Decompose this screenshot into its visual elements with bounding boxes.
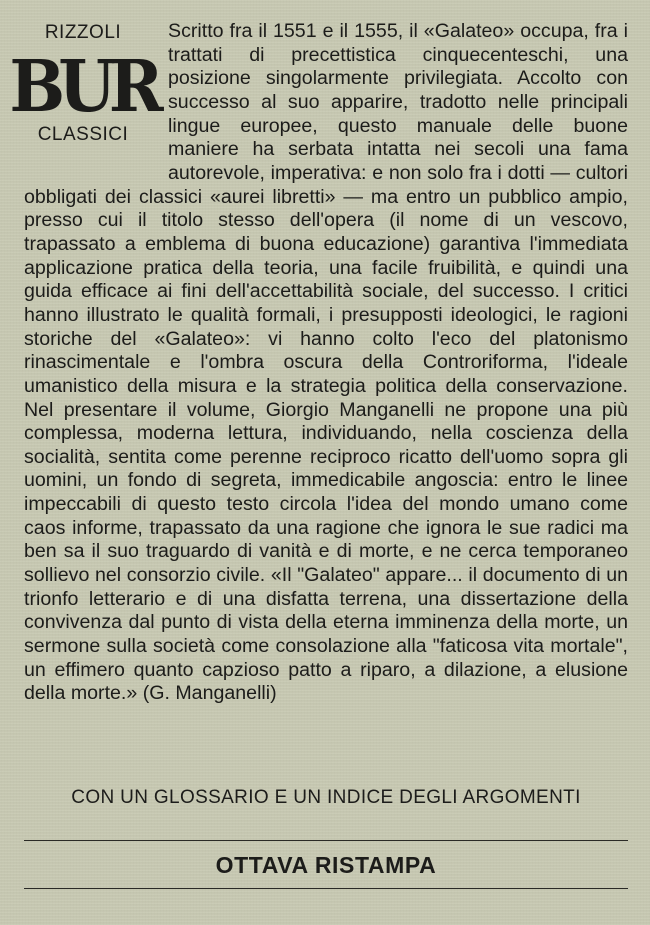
logo-spacer [24, 20, 168, 162]
bur-logo-text: BUR [9, 45, 157, 129]
divider-bottom [24, 888, 628, 889]
blurb [24, 20, 628, 706]
series-name: CLASSICI [37, 124, 129, 145]
blurb-paragraph: Scritto fra il 1551 e il 1555, il «Galateo» occupa, fra i trattati di precettistica cinquecenteschi, una posizione singolarmente privilegiata. Accolto con successo al suo apparire, tradotto nelle principali lingue europee, questo manuale delle buone maniere ha serbata intatta nei secoli una fama autorevole, imperativa: e non solo fra i dotti — cultori obbligati dei classici «aurei libretti» — ma entro un pubblico ampio, presso cui il titolo stesso dell'opera (il nome di un vescovo, trapassato a emblema di buona educazione) garantiva l'immediata applicazione pratica della teoria, una facile fruibilità, e quindi una guida efficace ai fini dell'accettabilità sociale, del successo. I critici hanno illustrato le qualità formali, i presupposti ideologici, le ragioni storiche del «Galateo»: vi hanno colto l'eco del platonismo rinascimentale e l'ombra oscura della Controriforma, l'ideale umanistico della misura e la strategia politica della conservazione. Nel presentare il volume, Giorgio Manganelli ne propone una più complessa, moderna lettura, individuando, nella coscienza della socialità, sentita come perenne reciproco ricatto dell'uomo sopra gli uomini, un fondo di segreta, immedicabile angoscia: entro le linee impeccabili di questo testo circola l'idea del mondo umano come caos informe, trapassato da una ragione che ignora le sue radici ma ben sa il suo traguardo di vanità e di morte, e ne cerca temporaneo sollievo nel consorzio civile. «Il "Galateo" appare... il documento di un trionfo letterario e di una disfatta terrena, una dissertazione della convivenza dal punto di vista della eterna imminenza della morte, un sermone sulla società come consolazione alla "faticosa vita mortale", un effimero quanto capzioso patto a riparo, a dilazione, a elusione della morte.» (G. Manganelli) [24, 20, 628, 705]
edition-note: OTTAVA RISTAMPA [215, 852, 437, 878]
publisher-name: RIZZOLI [44, 22, 122, 43]
glossary-note: CON UN GLOSSARIO E UN INDICE DEGLI ARGOMENTI [71, 787, 581, 808]
divider-top [24, 840, 628, 841]
